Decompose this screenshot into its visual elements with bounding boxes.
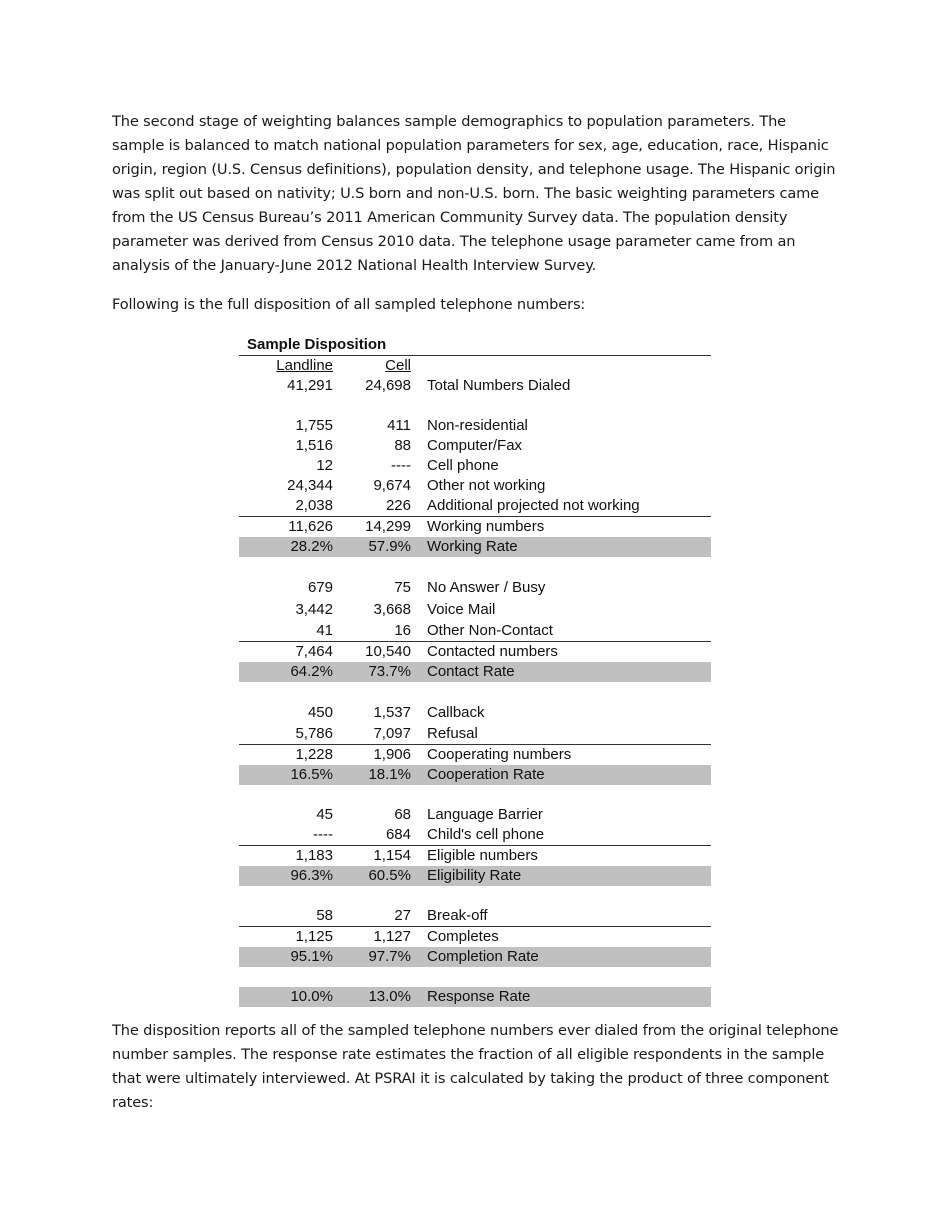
table-header-row xyxy=(239,356,711,376)
response-rate-row xyxy=(239,987,711,1007)
subtotal-row xyxy=(239,641,711,662)
rate-row xyxy=(239,662,711,682)
table-row xyxy=(239,621,711,641)
landline-value: 24,344 xyxy=(287,477,333,494)
cell-value: 1,906 xyxy=(373,746,411,763)
lead-in-paragraph: Following is the full disposition of all sampled telephone numbers: xyxy=(112,296,586,313)
cell-value: 684 xyxy=(385,826,411,843)
landline-value: 3,442 xyxy=(295,601,333,618)
rate-row xyxy=(239,947,711,967)
cell-value: 18.1% xyxy=(368,766,411,783)
closing-paragraph: The disposition reports all of the sampled telephone numbers ever dialed from the original telephone number samples. The response rate estimates the fraction of all eligible respondents in the sample that were ultimately interviewed. At PSRAI it is calculated by taking the product of three component rates: xyxy=(112,1022,839,1111)
cell-value: 10,540 xyxy=(365,643,411,660)
row-label: Language Barrier xyxy=(427,806,543,823)
table-row xyxy=(239,805,711,825)
landline-value: 450 xyxy=(307,704,333,721)
landline-value: 28.2% xyxy=(290,538,333,555)
cell-value: 73.7% xyxy=(368,663,411,680)
landline-value: 1,228 xyxy=(295,746,333,763)
row-label: Break-off xyxy=(427,907,488,924)
row-label: Completes xyxy=(427,928,499,945)
row-label: Completion Rate xyxy=(427,948,539,965)
landline-value: 45 xyxy=(316,806,333,823)
landline-value: 1,183 xyxy=(295,847,333,864)
spacer-row xyxy=(239,785,711,805)
cell-value: 411 xyxy=(387,417,411,434)
spacer-row xyxy=(239,557,711,577)
row-label: Cooperation Rate xyxy=(427,766,545,783)
landline-value: 10.0% xyxy=(290,988,333,1005)
table-row xyxy=(239,724,711,744)
rate-row xyxy=(239,537,711,557)
row-label: Child's cell phone xyxy=(427,826,545,843)
landline-value: 1,755 xyxy=(295,417,333,434)
cell-value: 3,668 xyxy=(373,601,411,618)
table-row xyxy=(239,825,711,845)
landline-value: 12 xyxy=(316,457,333,474)
subtotal-row xyxy=(239,744,711,765)
table-row xyxy=(239,577,711,599)
spacer-row xyxy=(239,682,711,702)
cell-value: 1,127 xyxy=(373,928,411,945)
cell-value: 68 xyxy=(394,806,411,823)
landline-value: 64.2% xyxy=(290,663,333,680)
landline-value: 1,125 xyxy=(295,928,333,945)
subtotal-row xyxy=(239,516,711,537)
landline-value: 1,516 xyxy=(295,437,333,454)
row-label: Eligible numbers xyxy=(427,847,538,864)
landline-value: 679 xyxy=(307,579,333,596)
landline-value: ---- xyxy=(313,826,333,843)
spacer-row xyxy=(239,886,711,906)
row-label: Working Rate xyxy=(427,538,518,555)
row-label: Cooperating numbers xyxy=(427,746,572,763)
cell-value: 9,674 xyxy=(373,477,411,494)
row-label: Working numbers xyxy=(427,518,545,535)
row-label: Callback xyxy=(427,704,485,721)
landline-value: 41 xyxy=(316,622,333,639)
subtotal-row xyxy=(239,926,711,947)
cell-value: 60.5% xyxy=(368,867,411,884)
row-label: Non-residential xyxy=(427,417,528,434)
table-row xyxy=(239,456,711,476)
table-row xyxy=(239,376,711,396)
spacer-row xyxy=(239,396,711,416)
table-row xyxy=(239,416,711,436)
cell-value: 13.0% xyxy=(368,988,411,1005)
cell-value: 75 xyxy=(394,579,411,596)
rate-row xyxy=(239,866,711,886)
cell-value: 27 xyxy=(394,907,411,924)
row-label: Additional projected not working xyxy=(427,497,640,514)
row-label: Other Non-Contact xyxy=(427,622,553,639)
landline-value: 7,464 xyxy=(295,643,333,660)
landline-value: 58 xyxy=(316,907,333,924)
landline-value: 95.1% xyxy=(290,948,333,965)
row-label: Contacted numbers xyxy=(427,643,558,660)
table-title: Sample Disposition xyxy=(239,335,711,356)
intro-paragraph: The second stage of weighting balances sample demographics to population parameters. The sample is balanced to match national population parameters for sex, age, education, race, Hispanic origin, region (U.S. Census definitions), population density, and telephone usage. The Hispanic origin was split out based on nativity; U.S born and non-U.S. born. The basic weighting parameters came from the US Census Bureau’s 2011 American Community Survey data. The population density parameter was derived from Census 2010 data. The telephone usage parameter came from an analysis of the January-June 2012 National Health Interview Survey. xyxy=(112,113,836,274)
cell-value: 14,299 xyxy=(365,518,411,535)
cell-value: 97.7% xyxy=(368,948,411,965)
landline-column-header: Landline xyxy=(276,357,333,374)
landline-value: 2,038 xyxy=(295,497,333,514)
cell-value: 57.9% xyxy=(368,538,411,555)
cell-value: ---- xyxy=(391,457,411,474)
table-row xyxy=(239,496,711,516)
row-label: Cell phone xyxy=(427,457,499,474)
cell-value: 24,698 xyxy=(365,377,411,394)
cell-value: 1,154 xyxy=(373,847,411,864)
landline-value: 5,786 xyxy=(295,725,333,742)
table-row xyxy=(239,599,711,621)
table-row xyxy=(239,436,711,456)
row-label: Eligibility Rate xyxy=(427,867,522,884)
cell-value: 226 xyxy=(385,497,411,514)
table-row xyxy=(239,906,711,926)
rate-row xyxy=(239,765,711,785)
spacer-row xyxy=(239,967,711,987)
row-label: Total Numbers Dialed xyxy=(427,377,571,394)
cell-value: 7,097 xyxy=(373,725,411,742)
table-row xyxy=(239,702,711,724)
cell-value: 88 xyxy=(394,437,411,454)
landline-value: 96.3% xyxy=(290,867,333,884)
row-label: Refusal xyxy=(427,725,478,742)
row-label: Computer/Fax xyxy=(427,437,523,454)
row-label: Voice Mail xyxy=(427,601,496,618)
cell-value: 16 xyxy=(394,622,411,639)
cell-column-header: Cell xyxy=(385,357,411,374)
sample-disposition-table xyxy=(239,335,711,1007)
row-label: No Answer / Busy xyxy=(427,579,546,596)
row-label: Response Rate xyxy=(427,988,531,1005)
landline-value: 16.5% xyxy=(290,766,333,783)
table-row xyxy=(239,476,711,496)
landline-value: 41,291 xyxy=(287,377,333,394)
subtotal-row xyxy=(239,845,711,866)
cell-value: 1,537 xyxy=(373,704,411,721)
row-label: Other not working xyxy=(427,477,546,494)
row-label: Contact Rate xyxy=(427,663,515,680)
landline-value: 11,626 xyxy=(288,518,333,535)
